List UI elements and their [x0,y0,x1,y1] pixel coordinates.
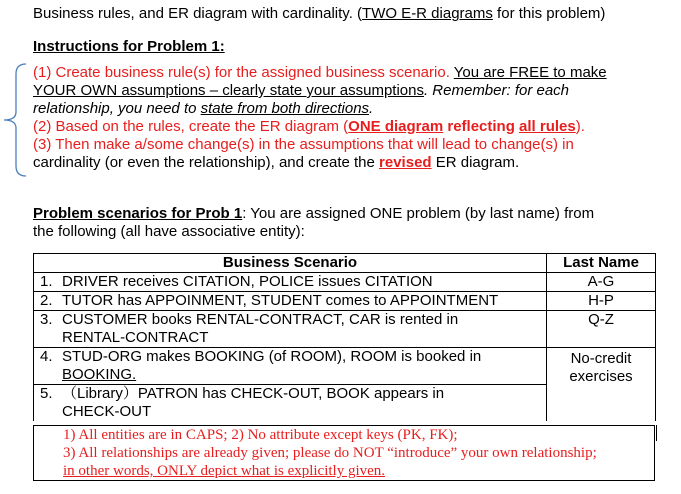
no-credit-cell: No-credit exercises [547,348,656,422]
table-header-row [34,254,656,273]
note-line-3: in other words, ONLY depict what is explicitly given. [63,463,386,479]
table-row: 2. TUTOR has APPOINMENT, STUDENT comes to APPOINTMENT H-P [34,292,656,311]
scenarios-intro: Problem scenarios for Prob 1: You are assigned ONE problem (by last name) from [33,205,595,222]
brace-icon [0,62,30,178]
scenarios-intro-2: the following (all have associative entity): [33,223,305,240]
page-header: Business rules, and ER diagram with cardinality. (TWO E-R diagrams for this problem) [33,5,606,22]
cursor-bar [656,425,657,441]
step-1-line-2: YOUR OWN assumptions – clearly state your assumptions. Remember: for each [33,82,570,99]
table-row: 1. DRIVER receives CITATION, POLICE issues CITATION A-G [34,273,656,292]
table-row: 3. CUSTOMER books RENTAL-CONTRACT, CAR is rented in RENTAL-CONTRACT Q-Z [34,311,656,348]
step-3-line-2: cardinality (or even the relationship), and create the revised ER diagram. [33,154,520,171]
scenarios-heading: Problem scenarios for Prob 1 [33,205,243,222]
note-line-1: 1) All entities are in CAPS; 2) No attribute except keys (PK, FK); [63,427,458,443]
scenario-table [33,253,656,421]
step-1-line-3: relationship, you need to state from both directions. [33,100,374,117]
instructions-heading: Instructions for Problem 1: [33,38,225,55]
table-row: 4. STUD-ORG makes BOOKING (of ROOM), ROOM is booked in BOOKING. No-credit exercises [34,348,656,385]
header-link: TWO E-R diagrams [362,5,493,22]
step-2: (2) Based on the rules, create the ER diagram (ONE diagram reflecting all rules). [33,118,585,135]
step-3-line-1: (3) Then make a/some change(s) in the assumptions that will lead to change(s) in [33,136,574,153]
table-row: 5. （Library）PATRON has CHECK-OUT, BOOK appears in CHECK-OUT [34,385,656,422]
col-header-lastname: Last Name [547,254,656,273]
col-header-scenario: Business Scenario [34,254,547,273]
notes-box [33,425,655,481]
note-line-2: 3) All relationships are already given; please do NOT “introduce” your own relationship; [63,445,597,461]
step-1-line-1: (1) Create business rule(s) for the assigned business scenario. You are FREE to make [33,64,607,81]
